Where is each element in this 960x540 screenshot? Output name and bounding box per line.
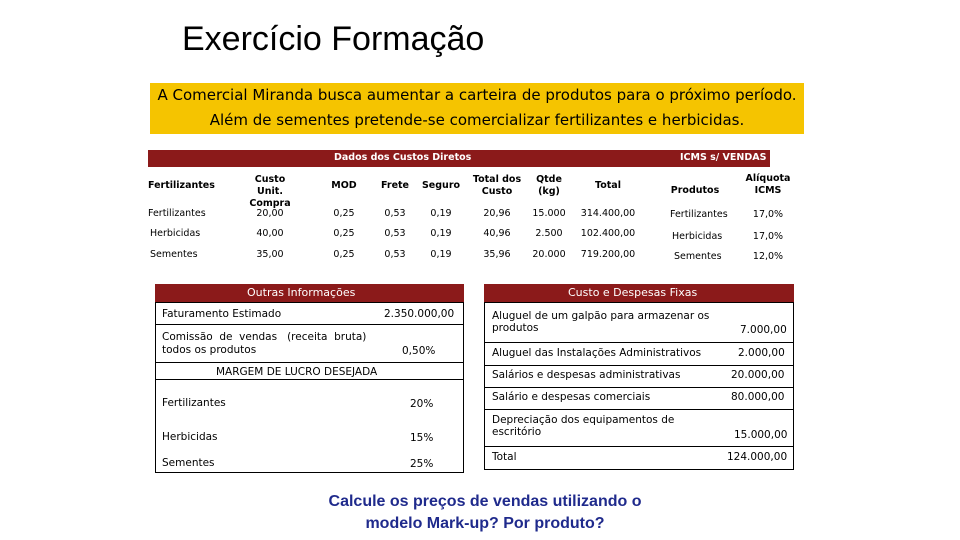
fixed-cost-label: Aluguel das Instalações Administrativos (492, 347, 702, 359)
fixed-cost-label: Salários e despesas administrativas (492, 369, 681, 381)
header-frete: Frete (381, 180, 409, 191)
fixed-cost-total-label: Total (492, 451, 517, 463)
divider (484, 342, 794, 343)
table-row-cell: 17,0% (752, 231, 784, 242)
divider (155, 362, 464, 363)
commission-value: 0,50% (402, 345, 436, 357)
divider (484, 302, 485, 470)
exercise-question: Calcule os preços de vendas utilizando o modelo Mark-up? Por produto? (328, 493, 642, 532)
table-row-cell: 0,53 (384, 228, 406, 239)
divider (484, 302, 794, 303)
table-row-cell: Fertilizantes (670, 209, 728, 220)
divider (155, 472, 464, 473)
fixed-cost-label: Depreciação dos equipamentos de escritório (492, 414, 675, 438)
divider (155, 379, 464, 380)
fixed-cost-value: 15.000,00 (734, 429, 788, 441)
table-row-cell: 35,96 (483, 249, 511, 260)
divider (793, 302, 794, 470)
table-row-cell: Sementes (674, 251, 722, 262)
direct-costs-banner (148, 150, 644, 167)
icms-banner (644, 150, 770, 167)
commission-label-1: Comissão de vendas (receita bruta) (162, 331, 367, 343)
divider (463, 302, 464, 473)
table-row-cell: 12,0% (752, 251, 784, 262)
table-row-cell: 0,19 (430, 228, 452, 239)
direct-costs-banner-label: Dados dos Custos Diretos (334, 152, 472, 163)
fixed-cost-value: 2.000,00 (738, 347, 785, 359)
intro-line-2: Além de sementes pretende-se comercializar fertilizantes e herbicidas. (209, 111, 745, 129)
divider (484, 409, 794, 410)
other-info-banner (155, 284, 464, 302)
divider (155, 302, 156, 473)
icms-banner-label: ICMS s/ VENDAS (680, 152, 767, 163)
fixed-cost-total-value: 124.000,00 (727, 451, 788, 463)
fixed-cost-value: 7.000,00 (740, 324, 787, 336)
header-seguro: Seguro (421, 180, 461, 191)
billing-label: Faturamento Estimado (162, 308, 282, 320)
header-qtde: Qtde (kg) (536, 174, 562, 197)
margin-product: Herbicidas (162, 431, 218, 443)
fixed-cost-value: 80.000,00 (731, 391, 785, 403)
margin-value: 15% (410, 432, 434, 444)
table-row-cell: 0,19 (430, 208, 452, 219)
company-name: Comercial Miranda (172, 86, 314, 104)
table-row-cell: 0,19 (430, 249, 452, 260)
table-row-cell: 102.400,00 (580, 228, 636, 239)
table-row-cell: 0,25 (333, 249, 355, 260)
table-row-cell: 15.000 (532, 208, 566, 219)
table-row-cell: 719.200,00 (580, 249, 636, 260)
header-fertilizantes: Fertilizantes (148, 180, 215, 191)
billing-value: 2.350.000,00 (384, 308, 455, 320)
margin-product: Sementes (162, 457, 215, 469)
table-row-cell: 20,00 (256, 208, 284, 219)
margin-header: MARGEM DE LUCRO DESEJADA (216, 366, 378, 378)
fixed-cost-label: Aluguel de um galpão para armazenar os produtos (492, 310, 710, 334)
fixed-costs-banner-label: Custo e Despesas Fixas (568, 286, 698, 299)
margin-value: 25% (410, 458, 434, 470)
table-row-cell: Herbicidas (150, 228, 201, 239)
divider (155, 302, 464, 303)
intro-box (150, 83, 804, 134)
header-total-custo: Total dos Custo (472, 174, 522, 197)
margin-product: Fertilizantes (162, 397, 226, 409)
table-row-cell: 35,00 (256, 249, 284, 260)
table-row-cell: Fertilizantes (148, 208, 206, 219)
table-row-cell: Herbicidas (672, 231, 723, 242)
margin-value: 20% (410, 398, 434, 410)
header-custo-unit: Custo Unit. Compra (249, 174, 291, 209)
table-row-cell: 17,0% (752, 209, 784, 220)
page-title: Exercício Formação (182, 20, 485, 58)
commission-label-2: todos os produtos (162, 344, 257, 356)
intro-line-1 (150, 83, 804, 108)
table-row-cell: 0,53 (384, 249, 406, 260)
table-row-cell: 2.500 (535, 228, 563, 239)
table-row-cell: 40,96 (483, 228, 511, 239)
table-row-cell: 0,25 (333, 208, 355, 219)
header-mod: MOD (331, 180, 357, 191)
table-row-cell: 40,00 (256, 228, 284, 239)
table-row-cell: 20,96 (483, 208, 511, 219)
divider (155, 324, 464, 325)
intro-prefix: A (157, 86, 173, 104)
divider (484, 446, 794, 447)
other-info-banner-label: Outras Informações (247, 286, 356, 299)
icms-header-aliquota: Alíquota ICMS (745, 173, 791, 196)
icms-header-produtos: Produtos (670, 185, 720, 196)
table-row-cell: Sementes (150, 249, 198, 260)
divider (484, 365, 794, 366)
fixed-cost-label: Salário e despesas comerciais (492, 391, 651, 403)
intro-suffix: busca aumentar a carteira de produtos para o próximo período. (313, 86, 797, 104)
divider (484, 387, 794, 388)
fixed-cost-value: 20.000,00 (731, 369, 785, 381)
table-row-cell: 0,53 (384, 208, 406, 219)
table-row-cell: 314.400,00 (580, 208, 636, 219)
divider (484, 469, 794, 470)
header-total: Total (595, 180, 621, 191)
fixed-costs-banner (484, 284, 794, 302)
table-row-cell: 20.000 (532, 249, 566, 260)
table-row-cell: 0,25 (333, 228, 355, 239)
